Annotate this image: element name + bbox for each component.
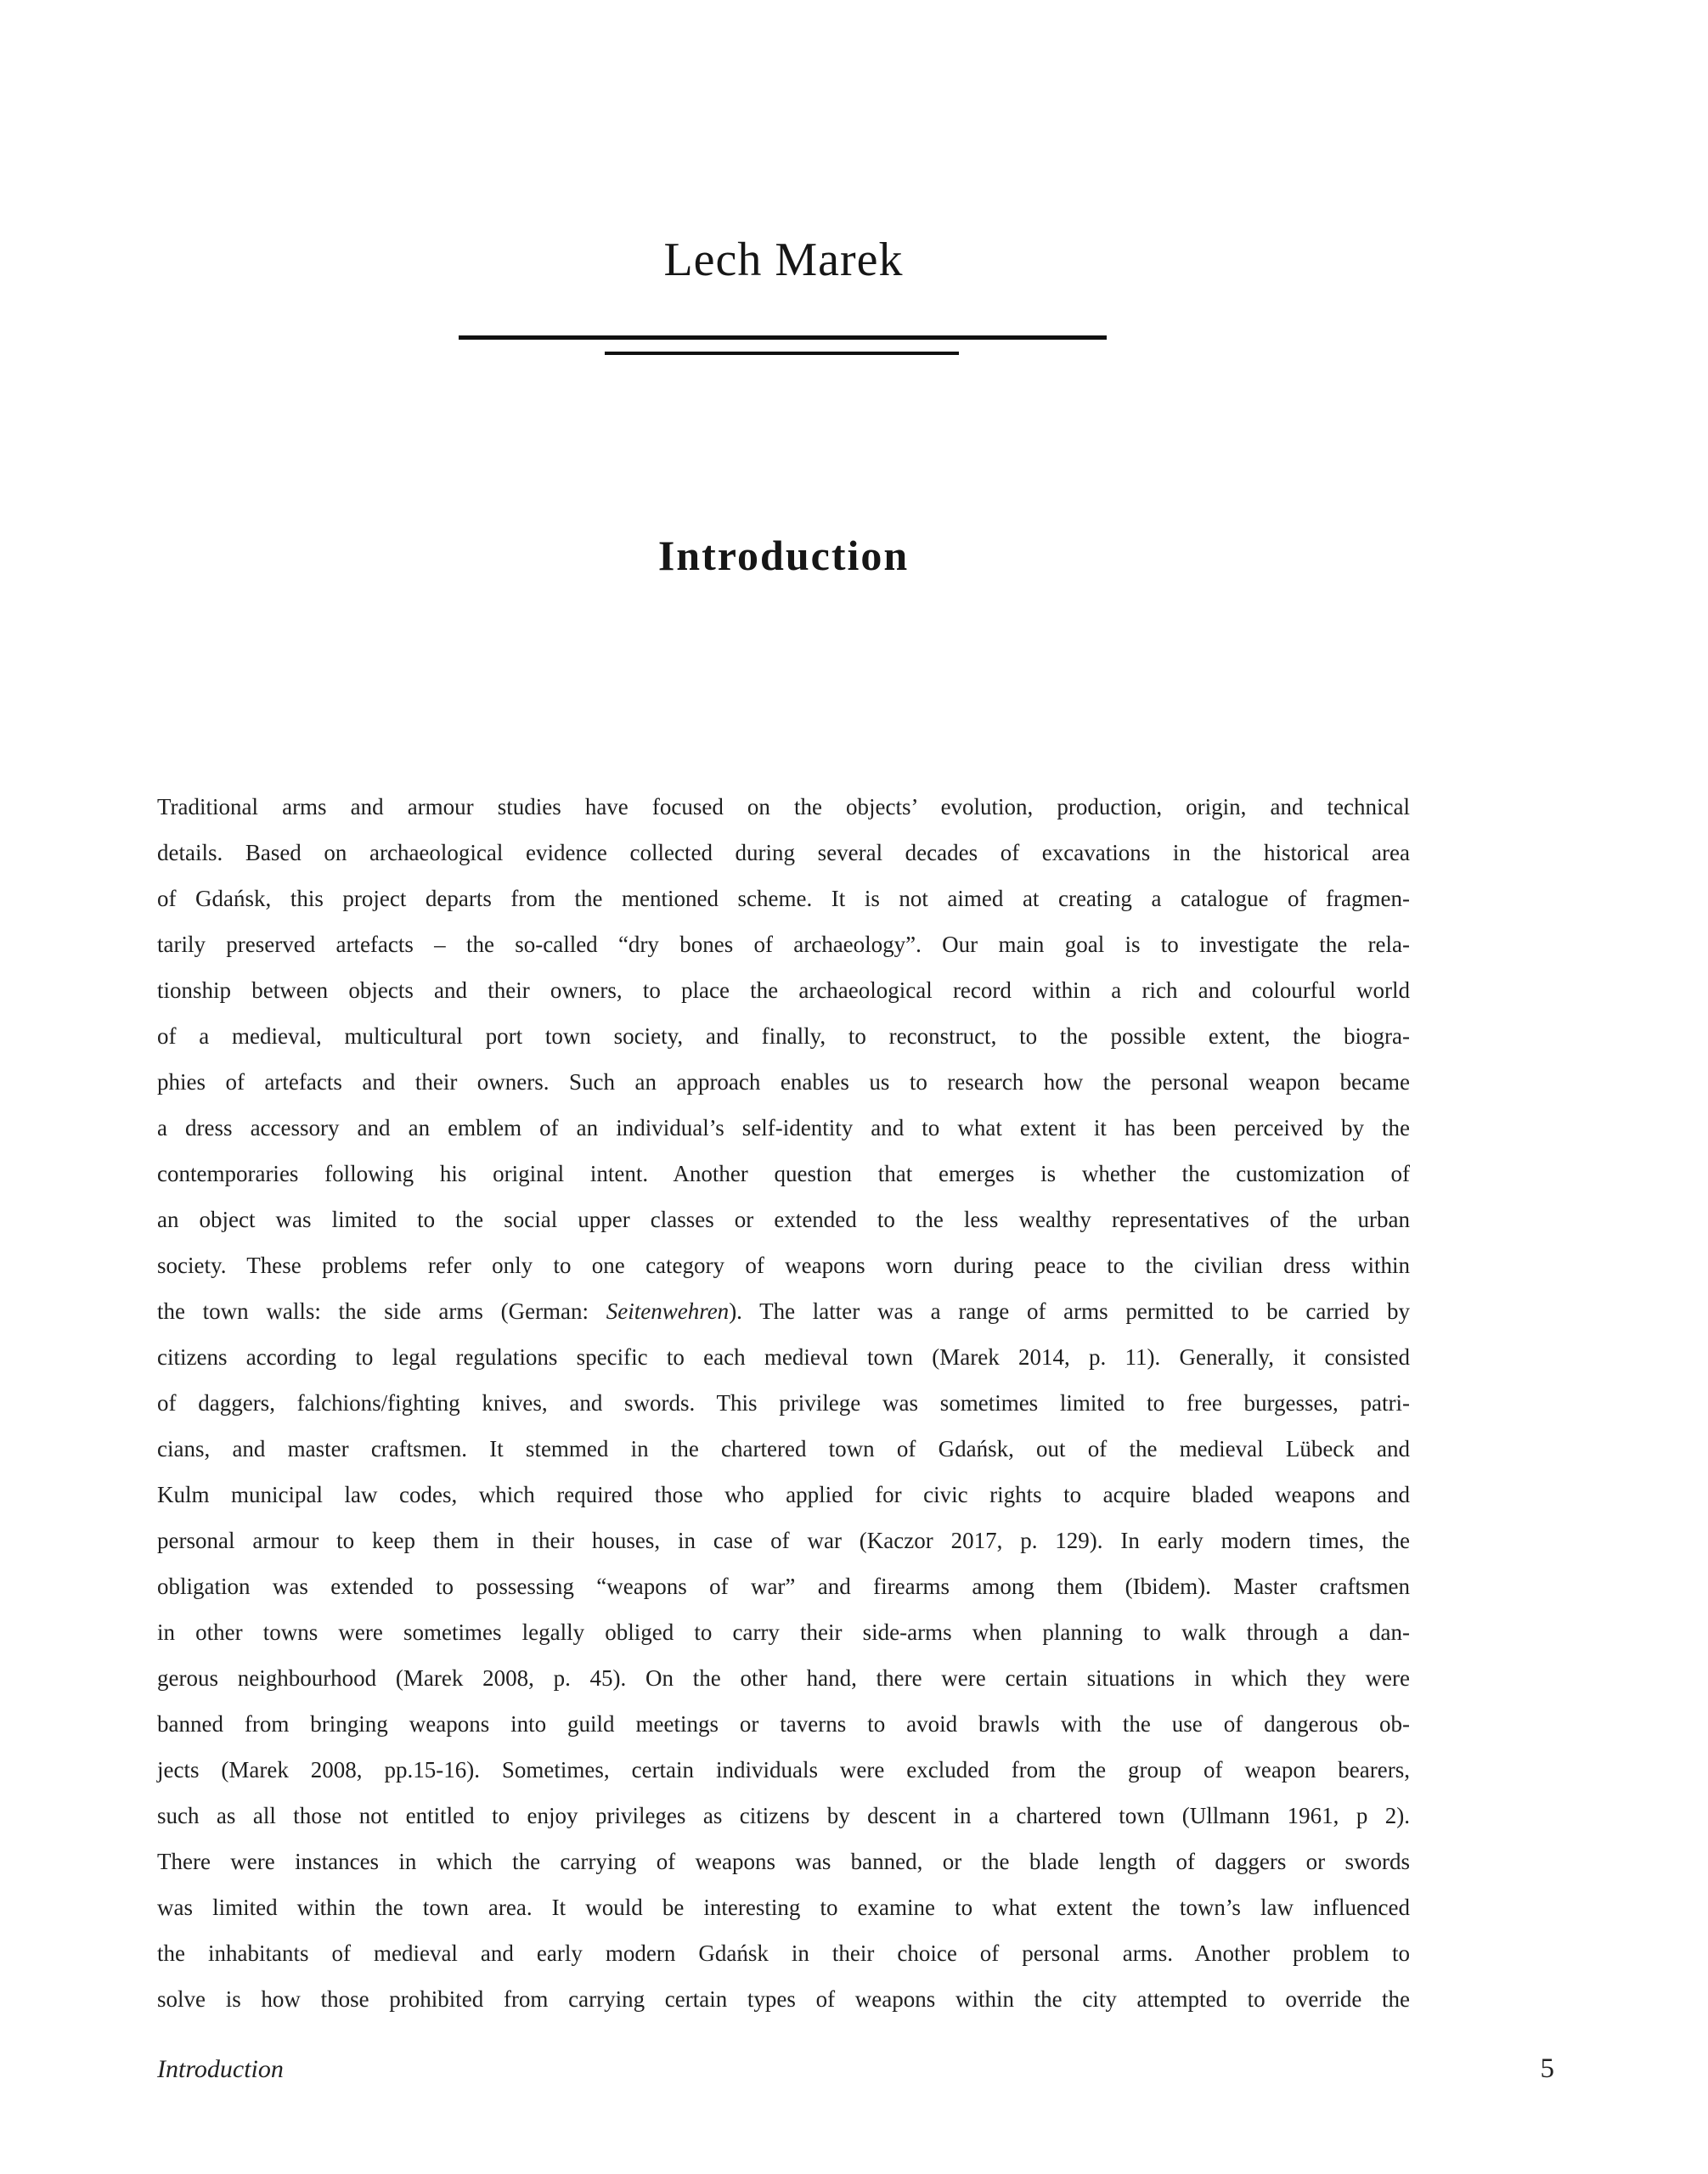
author-name: Lech Marek [663,234,904,286]
body-line: the inhabitants of medieval and early modern Gdańsk in their choice of personal arms. Another problem to [157,1940,1410,1966]
body-line: society. These problems refer only to one category of weapons worn during peace to the civilian dress within [157,1253,1410,1278]
body-line: personal armour to keep them in their houses, in case of war (Kaczor 2017, p. 129). In early modern times, the [157,1528,1410,1553]
body-line: obligation was extended to possessing “weapons of war” and firearms among them (Ibidem). Master craftsmen [157,1574,1410,1599]
body-line: Traditional arms and armour studies have focused on the objects’ evolution, production, origin, and technical [157,794,1410,819]
body-line: solve is how those prohibited from carrying certain types of weapons within the city attempted to override the [157,1986,1410,2012]
body-line: There were instances in which the carrying of weapons was banned, or the blade length of daggers or swords [157,1849,1410,1874]
page-number: 5 [1540,2053,1554,2084]
body-line: contemporaries following his original intent. Another question that emerges is whether the customization of [157,1161,1410,1186]
body-line: tarily preserved artefacts – the so-called “dry bones of archaeology”. Our main goal is to investigate the rela- [157,932,1410,957]
body-line: cians, and master craftsmen. It stemmed in the chartered town of Gdańsk, out of the medieval Lübeck and [157,1436,1410,1462]
page-footer [157,2055,1554,2083]
body-line: of daggers, falchions/fighting knives, and swords. This privilege was sometimes limited to free burgesses, patri- [157,1390,1410,1416]
body-line: gerous neighbourhood (Marek 2008, p. 45). On the other hand, there were certain situations in which they were [157,1665,1410,1691]
body-line: the town walls: the side arms (German: Seitenwehren). The latter was a range of arms permitted to be carried by [157,1298,1410,1324]
body-line: was limited within the town area. It would be interesting to examine to what extent the town’s law influenced [157,1895,1410,1920]
body-line: Kulm municipal law codes, which required those who applied for civic rights to acquire bladed weapons and [157,1482,1410,1507]
body-line: jects (Marek 2008, pp.15-16). Sometimes, certain individuals were excluded from the group of weapon bearers, [157,1757,1410,1783]
body-line: such as all those not entitled to enjoy privileges as citizens by descent in a chartered town (Ullmann 1961, p 2). [157,1803,1410,1828]
running-title: Introduction [157,2055,284,2083]
body-line: in other towns were sometimes legally obliged to carry their side-arms when planning to walk through a dan- [157,1619,1410,1645]
body-line: citizens according to legal regulations specific to each medieval town (Marek 2014, p. 11). Generally, it consisted [157,1344,1410,1370]
title-rule-narrow [605,352,959,355]
body-line: an object was limited to the social upper classes or extended to the less wealthy representatives of the urban [157,1207,1410,1232]
body-line: tionship between objects and their owners, to place the archaeological record within a rich and colourful world [157,977,1410,1003]
title-rule-wide [459,335,1107,340]
body-line: details. Based on archaeological evidence collected during several decades of excavations in the historical area [157,840,1410,865]
body-line: phies of artefacts and their owners. Such an approach enables us to research how the personal weapon became [157,1069,1410,1095]
body-line: of Gdańsk, this project departs from the mentioned scheme. It is not aimed at creating a catalogue of fragmen- [157,886,1410,911]
body-line: banned from bringing weapons into guild meetings or taverns to avoid brawls with the use of dangerous ob- [157,1711,1410,1737]
body-line: a dress accessory and an emblem of an individual’s self-identity and to what extent it has been perceived by the [157,1115,1410,1141]
body-text [157,784,1410,2022]
body-line: of a medieval, multicultural port town society, and finally, to reconstruct, to the possible extent, the biogra- [157,1023,1410,1049]
chapter-title: Introduction [657,531,910,579]
